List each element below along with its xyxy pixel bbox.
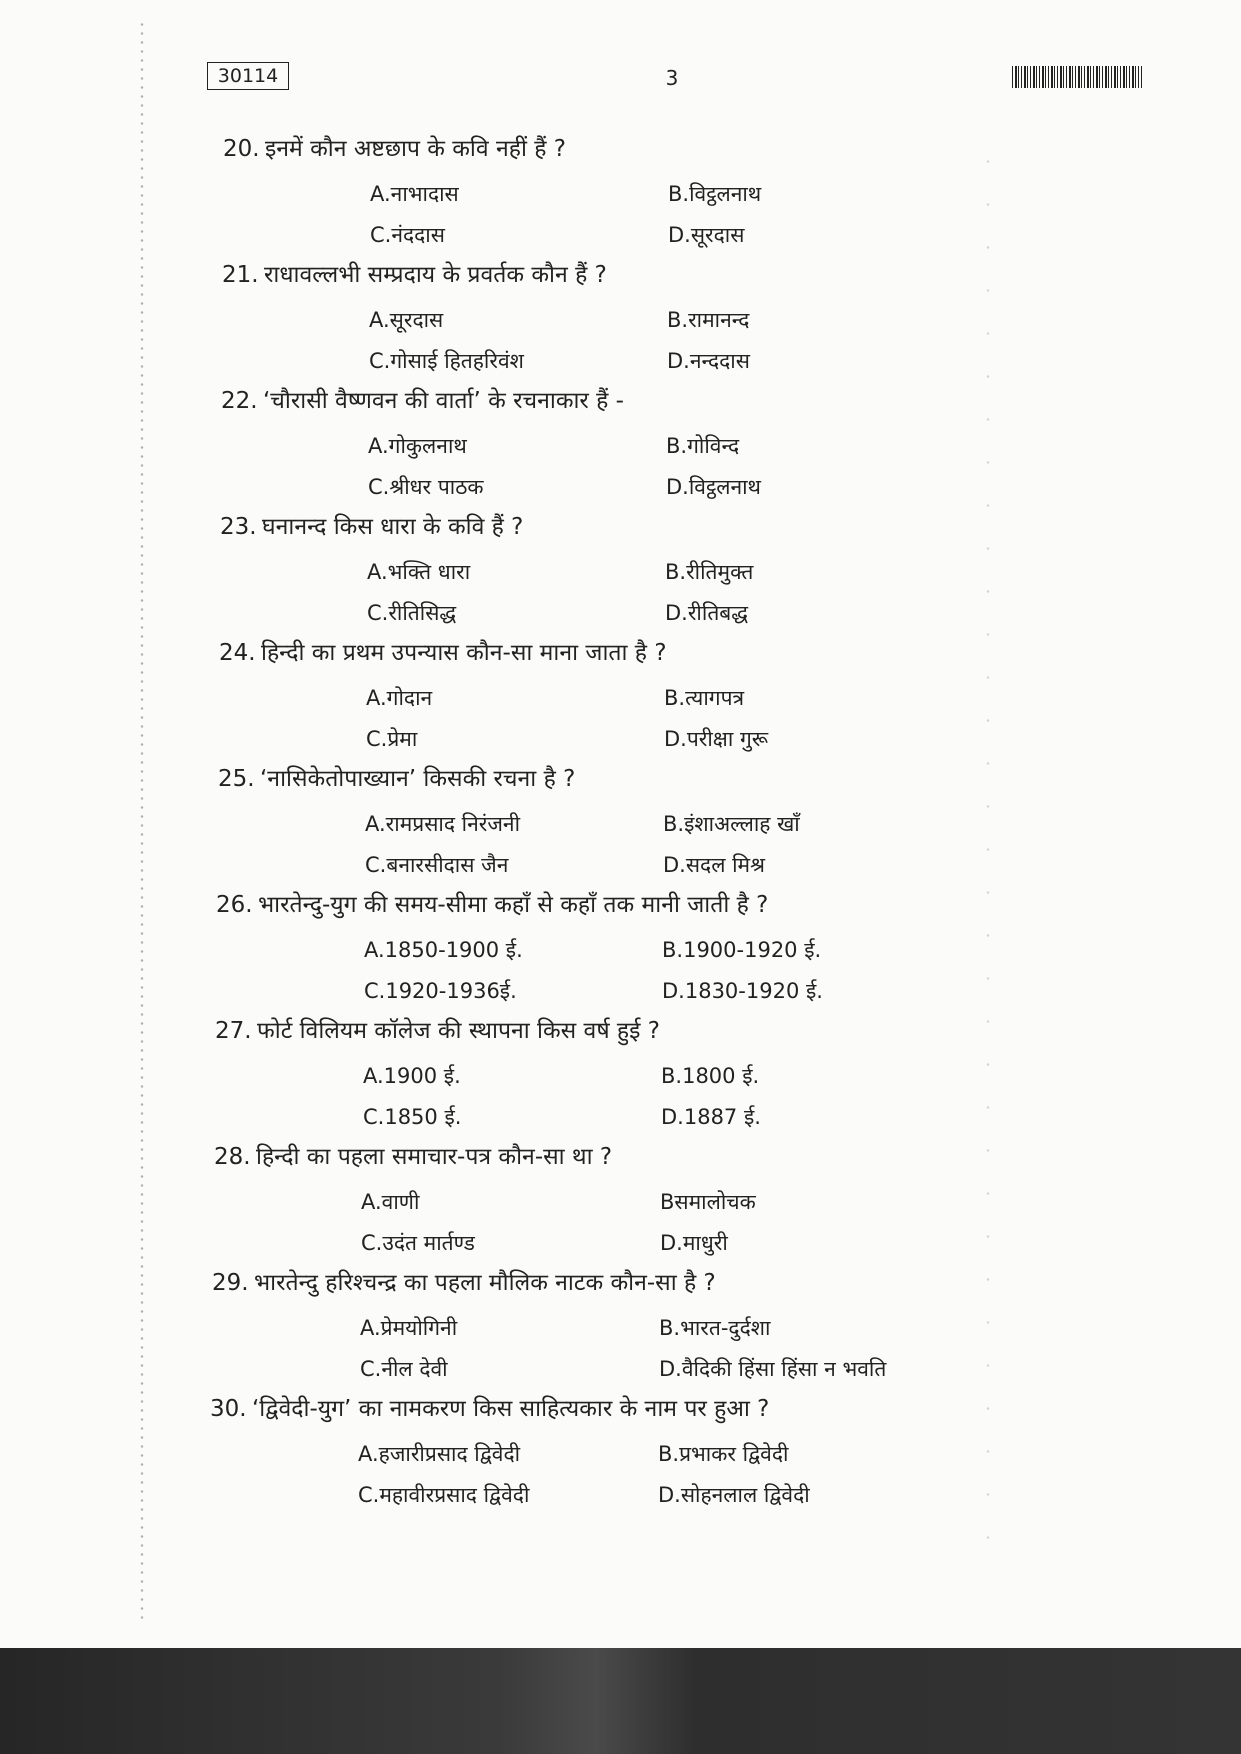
option-a: A.प्रेमयोगिनी <box>360 1316 458 1340</box>
question-text: ‘द्विवेदी-युग’ का नामकरण किस साहित्यकार के नाम पर हुआ ? <box>252 1396 770 1422</box>
question-stem <box>220 512 523 542</box>
option-a: A.1900 ई. <box>363 1064 461 1088</box>
option-d: D.सूरदास <box>668 223 745 247</box>
option-c: C.बनारसीदास जैन <box>365 853 509 877</box>
option-d: D.रीतिबद्ध <box>665 601 749 625</box>
option-d: D.1887 ई. <box>661 1105 761 1129</box>
question-22 <box>0 386 1241 512</box>
question-stem <box>215 1016 660 1046</box>
question-text: इनमें कौन अष्टछाप के कवि नहीं हैं ? <box>265 136 566 162</box>
option-c: C.नील देवी <box>360 1357 448 1381</box>
option-d: D.वैदिकी हिंसा हिंसा न भवति <box>659 1357 887 1381</box>
option-c: C.रीतिसिद्ध <box>367 601 457 625</box>
question-text: हिन्दी का प्रथम उपन्यास कौन-सा माना जाता है ? <box>261 640 667 666</box>
option-c: C.नंददास <box>370 223 445 247</box>
option-d: D.सदल मिश्र <box>663 853 765 877</box>
option-a: A.भक्ति धारा <box>367 560 471 584</box>
question-stem <box>223 134 566 164</box>
question-text: ‘चौरासी वैष्णवन की वार्ता’ के रचनाकार हैं - <box>263 388 624 414</box>
option-d: D.माधुरी <box>660 1231 728 1255</box>
question-27 <box>0 1016 1241 1142</box>
question-stem <box>212 1268 716 1298</box>
question-list <box>0 134 1241 1520</box>
option-c: C.1920-1936ई. <box>364 979 517 1003</box>
question-23 <box>0 512 1241 638</box>
option-b: B.1900-1920 ई. <box>662 938 822 962</box>
question-text: भारतेन्दु हरिश्चन्द्र का पहला मौलिक नाटक कौन-सा है ? <box>254 1270 716 1296</box>
option-b: B.रामानन्द <box>667 308 750 332</box>
question-text: फोर्ट विलियम कॉलेज की स्थापना किस वर्ष हुई ? <box>257 1018 660 1044</box>
question-number: 20. <box>223 136 260 162</box>
option-b: B.रीतिमुक्त <box>665 560 754 584</box>
option-b: Bसमालोचक <box>660 1190 756 1214</box>
option-a: A.हजारीप्रसाद द्विवेदी <box>358 1442 521 1466</box>
question-24 <box>0 638 1241 764</box>
question-25 <box>0 764 1241 890</box>
option-c: C.उदंत मार्तण्ड <box>361 1231 475 1255</box>
question-number: 24. <box>219 640 256 666</box>
paper-code-box: 30114 <box>207 62 289 90</box>
option-b: B.त्यागपत्र <box>664 686 745 710</box>
question-number: 25. <box>218 766 255 792</box>
question-21 <box>0 260 1241 386</box>
option-c: C.1850 ई. <box>363 1105 462 1129</box>
question-stem <box>218 764 575 794</box>
question-text: ‘नासिकेतोपाख्यान’ किसकी रचना है ? <box>260 766 576 792</box>
question-stem <box>210 1394 769 1424</box>
option-d: D.सोहनलाल द्विवेदी <box>658 1483 810 1507</box>
option-a: A.1850-1900 ई. <box>364 938 523 962</box>
scanner-background <box>0 1648 1241 1754</box>
option-d: D.विट्ठलनाथ <box>666 475 761 499</box>
option-a: A.वाणी <box>361 1190 420 1214</box>
question-number: 22. <box>221 388 258 414</box>
question-20 <box>0 134 1241 260</box>
question-26 <box>0 890 1241 1016</box>
option-b: B.गोविन्द <box>666 434 740 458</box>
question-number: 21. <box>222 262 259 288</box>
option-d: D.नन्ददास <box>667 349 750 373</box>
barcode-icon <box>1012 66 1142 88</box>
option-b: B.1800 ई. <box>661 1064 760 1088</box>
option-d: D.परीक्षा गुरू <box>664 727 769 751</box>
question-stem <box>221 386 624 416</box>
option-b: B.इंशाअल्लाह खाँ <box>663 812 800 836</box>
option-b: B.प्रभाकर द्विवेदी <box>658 1442 789 1466</box>
option-a: A.गोकुलनाथ <box>368 434 467 458</box>
option-a: A.रामप्रसाद निरंजनी <box>365 812 521 836</box>
question-number: 30. <box>210 1396 247 1422</box>
question-28 <box>0 1142 1241 1268</box>
option-c: C.गोसाई हितहरिवंश <box>369 349 524 373</box>
question-text: घनानन्द किस धारा के कवि हैं ? <box>262 514 524 540</box>
question-stem <box>219 638 667 668</box>
option-d: D.1830-1920 ई. <box>662 979 823 1003</box>
question-number: 26. <box>216 892 253 918</box>
option-a: A.नाभादास <box>370 182 459 206</box>
page-number: 3 <box>665 66 679 90</box>
question-number: 27. <box>215 1018 252 1044</box>
question-number: 28. <box>214 1144 251 1170</box>
option-b: B.विट्ठलनाथ <box>668 182 762 206</box>
question-text: भारतेन्दु-युग की समय-सीमा कहाँ से कहाँ तक मानी जाती है ? <box>258 892 769 918</box>
option-a: A.सूरदास <box>369 308 444 332</box>
option-c: C.श्रीधर पाठक <box>368 475 484 499</box>
question-30 <box>0 1394 1241 1520</box>
question-stem <box>214 1142 612 1172</box>
option-c: C.महावीरप्रसाद द्विवेदी <box>358 1483 530 1507</box>
option-a: A.गोदान <box>366 686 433 710</box>
question-number: 23. <box>220 514 257 540</box>
question-text: हिन्दी का पहला समाचार-पत्र कौन-सा था ? <box>256 1144 613 1170</box>
question-stem <box>216 890 768 920</box>
question-text: राधावल्लभी सम्प्रदाय के प्रवर्तक कौन हैं ? <box>264 262 607 288</box>
option-b: B.भारत-दुर्दशा <box>659 1316 771 1340</box>
option-c: C.प्रेमा <box>366 727 418 751</box>
question-stem <box>222 260 607 290</box>
question-number: 29. <box>212 1270 249 1296</box>
question-29 <box>0 1268 1241 1394</box>
